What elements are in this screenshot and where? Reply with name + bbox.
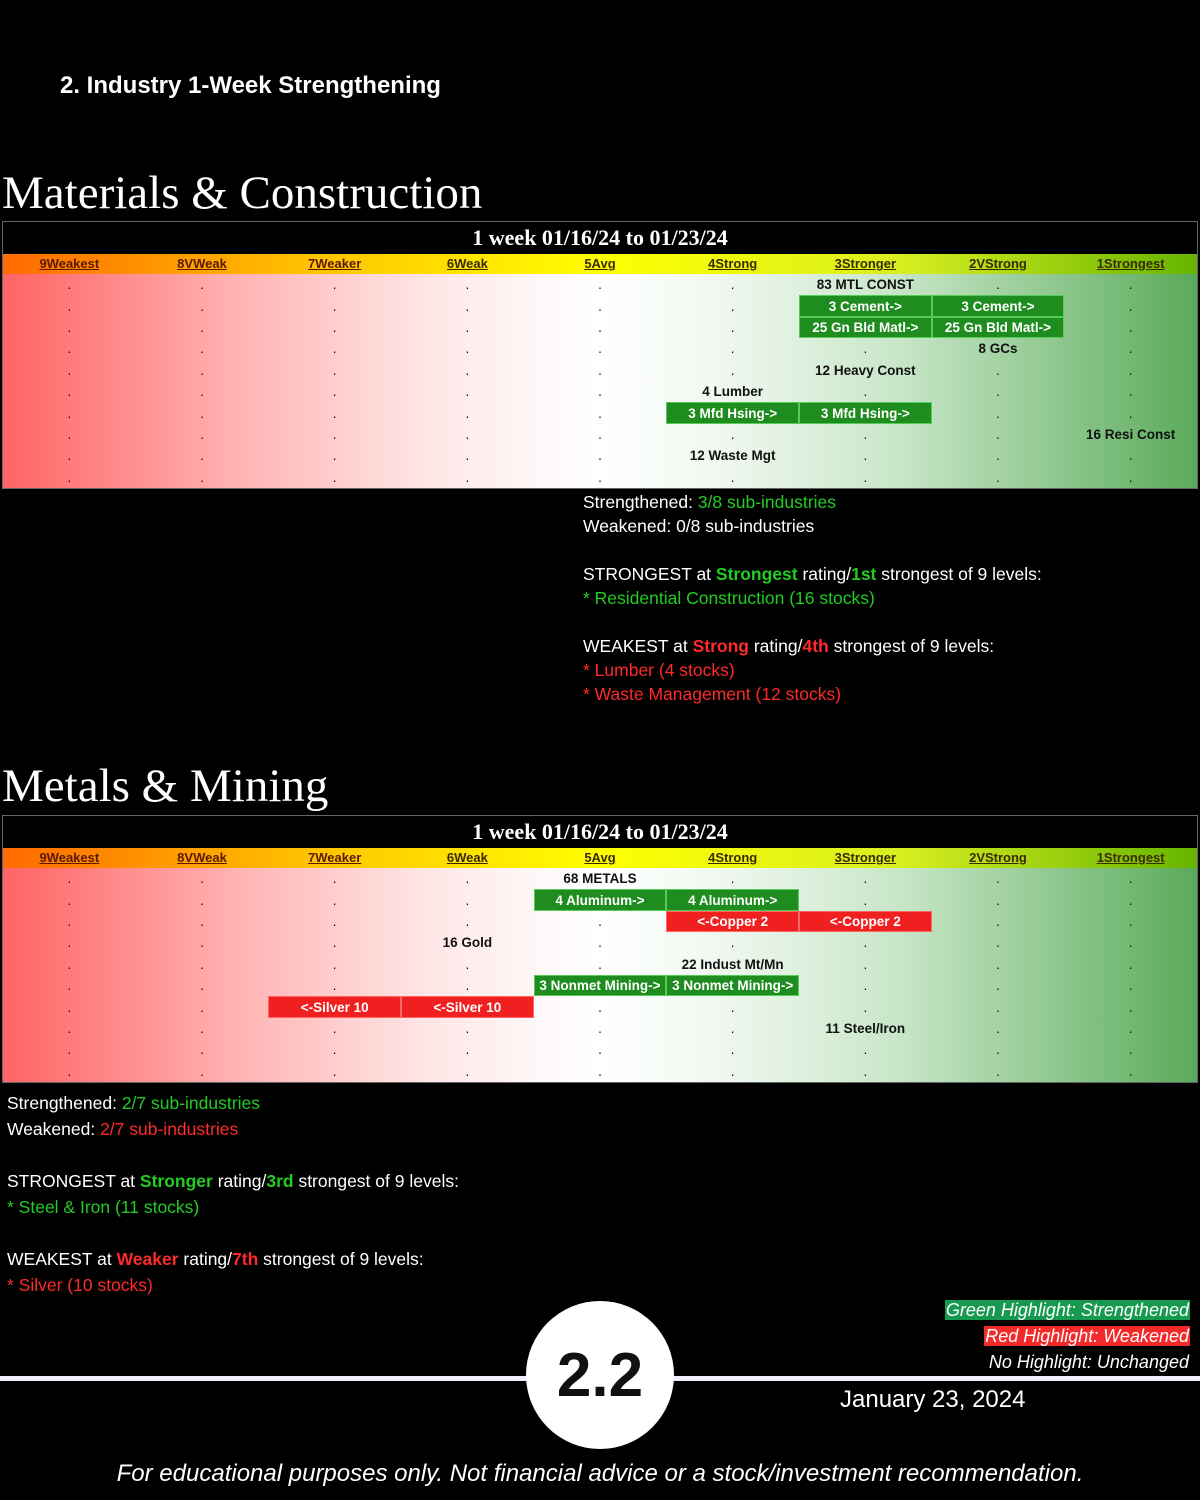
- empty-cell: .: [1128, 1020, 1133, 1036]
- summary-materials: [583, 490, 1042, 706]
- empty-cell: .: [200, 1042, 204, 1058]
- empty-cell: .: [730, 1042, 735, 1058]
- empty-cell: .: [67, 319, 72, 335]
- level-header: 9Weakest: [39, 256, 100, 271]
- level-header: 6Weak: [446, 850, 488, 865]
- weakened-label: Weakened:: [7, 1119, 101, 1139]
- empty-cell: .: [332, 469, 337, 485]
- strongest-item: * Residential Construction (16 stocks): [583, 588, 875, 608]
- empty-cell: .: [200, 1063, 204, 1079]
- industry-cell: 83 MTL CONST: [816, 277, 914, 293]
- empty-cell: .: [200, 298, 204, 314]
- empty-cell: .: [332, 935, 337, 951]
- empty-cell: .: [598, 1063, 602, 1079]
- empty-cell: .: [332, 448, 337, 464]
- strongest-rank: 3rd: [266, 1171, 294, 1191]
- strongest-rating: Strongest: [715, 564, 798, 584]
- empty-cell: .: [598, 956, 602, 972]
- empty-cell: .: [67, 999, 72, 1015]
- empty-cell: .: [996, 1020, 1000, 1036]
- empty-cell: .: [332, 1042, 337, 1058]
- empty-cell: .: [67, 978, 72, 994]
- empty-cell: .: [67, 384, 72, 400]
- weakest-mid: rating/: [178, 1249, 233, 1269]
- empty-cell: .: [730, 277, 735, 293]
- highlight-legend: [945, 1297, 1190, 1375]
- weakest-item: * Lumber (4 stocks): [583, 660, 735, 680]
- empty-cell: .: [200, 362, 204, 378]
- weakened-label: Weakened:: [583, 516, 677, 536]
- empty-cell: .: [67, 1020, 72, 1036]
- empty-cell: .: [465, 469, 470, 485]
- industry-cell: 25 Gn Bld Matl->: [799, 317, 932, 338]
- empty-cell: .: [67, 935, 72, 951]
- empty-cell: .: [465, 298, 470, 314]
- empty-cell: .: [1128, 1042, 1133, 1058]
- empty-cell: .: [730, 298, 735, 314]
- empty-cell: .: [730, 319, 735, 335]
- level-header: 1Strongest: [1096, 256, 1165, 271]
- strengthened-value: 3/8 sub-industries: [697, 492, 836, 512]
- empty-cell: .: [332, 405, 337, 421]
- level-header: 4Strong: [708, 256, 758, 271]
- empty-cell: .: [465, 448, 470, 464]
- empty-cell: .: [465, 978, 470, 994]
- empty-cell: .: [730, 341, 735, 357]
- empty-cell: .: [67, 362, 72, 378]
- empty-cell: .: [863, 1042, 868, 1058]
- empty-cell: .: [67, 426, 72, 442]
- empty-cell: .: [465, 319, 470, 335]
- empty-cell: .: [730, 999, 735, 1015]
- empty-cell: .: [332, 362, 337, 378]
- empty-cell: .: [67, 405, 72, 421]
- industry-cell: 3 Nonmet Mining->: [534, 975, 667, 996]
- empty-cell: .: [863, 448, 868, 464]
- empty-cell: .: [200, 448, 204, 464]
- strongest-rating: Stronger: [139, 1171, 213, 1191]
- industry-cell: 4 Aluminum->: [666, 889, 799, 910]
- empty-cell: .: [200, 469, 204, 485]
- empty-cell: .: [1128, 277, 1133, 293]
- empty-cell: .: [1128, 319, 1133, 335]
- empty-cell: .: [200, 1020, 204, 1036]
- empty-cell: .: [465, 426, 470, 442]
- empty-cell: .: [200, 999, 204, 1015]
- industry-cell: 11 Steel/Iron: [825, 1020, 906, 1036]
- empty-cell: .: [996, 1063, 1000, 1079]
- empty-cell: .: [1128, 405, 1133, 421]
- empty-cell: .: [1128, 469, 1133, 485]
- disclaimer: For educational purposes only. Not financial advice or a stock/investment recommendation.: [116, 1460, 1084, 1487]
- empty-cell: .: [67, 1063, 72, 1079]
- page-title: 2. Industry 1-Week Strengthening: [60, 72, 441, 99]
- table-title: 1 week 01/16/24 to 01/23/24: [472, 225, 728, 250]
- level-header: 1Strongest: [1096, 850, 1165, 865]
- empty-cell: .: [996, 362, 1000, 378]
- empty-cell: .: [598, 426, 602, 442]
- legend-green: Green Highlight: Strengthened: [945, 1300, 1189, 1320]
- empty-cell: .: [996, 913, 1000, 929]
- empty-cell: .: [598, 298, 602, 314]
- empty-cell: .: [863, 426, 868, 442]
- weakest-suffix: strongest of 9 levels:: [828, 636, 995, 656]
- empty-cell: .: [67, 1042, 72, 1058]
- level-header: 7Weaker: [308, 256, 362, 271]
- empty-cell: .: [332, 1063, 337, 1079]
- weakest-mid: rating/: [748, 636, 803, 656]
- empty-cell: .: [465, 871, 470, 887]
- level-header: 4Strong: [708, 850, 758, 865]
- empty-cell: .: [200, 405, 204, 421]
- level-header: 3Stronger: [834, 850, 897, 865]
- empty-cell: .: [730, 362, 735, 378]
- level-header: 3Stronger: [834, 256, 897, 271]
- empty-cell: .: [332, 319, 337, 335]
- empty-cell: .: [598, 913, 602, 929]
- weakest-item: * Silver (10 stocks): [7, 1275, 153, 1295]
- empty-cell: .: [332, 277, 337, 293]
- empty-cell: .: [200, 978, 204, 994]
- rating-table-materials: [2, 221, 1198, 489]
- legend-none: No Highlight: Unchanged: [988, 1352, 1189, 1372]
- industry-cell: 25 Gn Bld Matl->: [932, 317, 1065, 338]
- empty-cell: .: [598, 1042, 602, 1058]
- empty-cell: .: [863, 935, 868, 951]
- empty-cell: .: [332, 298, 337, 314]
- empty-cell: .: [863, 341, 868, 357]
- empty-cell: .: [67, 448, 72, 464]
- empty-cell: .: [332, 1020, 337, 1036]
- empty-cell: .: [996, 956, 1000, 972]
- empty-cell: .: [730, 871, 735, 887]
- empty-cell: .: [67, 277, 72, 293]
- level-header: 8VWeak: [177, 256, 227, 271]
- industry-cell: 3 Cement->: [932, 295, 1065, 316]
- empty-cell: .: [200, 871, 204, 887]
- empty-cell: .: [996, 892, 1000, 908]
- level-header: 9Weakest: [39, 850, 100, 865]
- empty-cell: .: [465, 341, 470, 357]
- empty-cell: .: [996, 978, 1000, 994]
- industry-cell: 4 Aluminum->: [534, 889, 667, 910]
- empty-cell: .: [863, 871, 868, 887]
- level-header: 8VWeak: [177, 850, 227, 865]
- empty-cell: .: [67, 298, 72, 314]
- strengthened-label: Strengthened:: [583, 492, 698, 512]
- empty-cell: .: [465, 277, 470, 293]
- weakest-item: * Waste Management (12 stocks): [583, 684, 842, 704]
- empty-cell: .: [598, 469, 602, 485]
- table-body: [3, 868, 1197, 1082]
- empty-cell: .: [332, 384, 337, 400]
- empty-cell: .: [465, 956, 470, 972]
- empty-cell: .: [996, 405, 1000, 421]
- empty-cell: .: [730, 469, 735, 485]
- strongest-prefix: STRONGEST at: [583, 564, 716, 584]
- empty-cell: .: [332, 978, 337, 994]
- empty-cell: .: [996, 871, 1000, 887]
- weakest-prefix: WEAKEST at: [583, 636, 693, 656]
- empty-cell: .: [996, 384, 1000, 400]
- empty-cell: .: [465, 405, 470, 421]
- level-header: 7Weaker: [308, 850, 362, 865]
- empty-cell: .: [1128, 362, 1133, 378]
- strongest-prefix: STRONGEST at: [7, 1171, 140, 1191]
- industry-cell: 3 Mfd Hsing->: [799, 402, 932, 423]
- empty-cell: .: [1128, 448, 1133, 464]
- level-header: 2VStrong: [969, 850, 1027, 865]
- empty-cell: .: [863, 999, 868, 1015]
- empty-cell: .: [332, 956, 337, 972]
- empty-cell: .: [200, 319, 204, 335]
- industry-cell: <-Silver 10: [268, 996, 401, 1017]
- empty-cell: .: [332, 871, 337, 887]
- empty-cell: .: [598, 341, 602, 357]
- empty-cell: .: [598, 405, 602, 421]
- industry-cell: <-Copper 2: [799, 911, 932, 932]
- industry-cell: 8 GCs: [978, 341, 1018, 357]
- empty-cell: .: [863, 956, 868, 972]
- empty-cell: .: [465, 384, 470, 400]
- level-header: 2VStrong: [969, 256, 1027, 271]
- empty-cell: .: [465, 892, 470, 908]
- empty-cell: .: [996, 448, 1000, 464]
- empty-cell: .: [598, 1020, 602, 1036]
- weakest-suffix: strongest of 9 levels:: [258, 1249, 424, 1269]
- rating-table-metals: [2, 815, 1198, 1083]
- empty-cell: .: [996, 999, 1000, 1015]
- strongest-item: * Steel & Iron (11 stocks): [7, 1197, 200, 1217]
- empty-cell: .: [598, 319, 602, 335]
- strengthened-value: 2/7 sub-industries: [121, 1093, 260, 1113]
- empty-cell: .: [200, 384, 204, 400]
- weakened-value: 2/7 sub-industries: [100, 1119, 239, 1139]
- table-title: 1 week 01/16/24 to 01/23/24: [472, 819, 728, 844]
- empty-cell: .: [200, 277, 204, 293]
- empty-cell: .: [1128, 956, 1133, 972]
- empty-cell: .: [863, 469, 868, 485]
- empty-cell: .: [1128, 978, 1133, 994]
- empty-cell: .: [465, 1063, 470, 1079]
- empty-cell: .: [1128, 384, 1133, 400]
- industry-cell: 3 Cement->: [799, 295, 932, 316]
- empty-cell: .: [863, 1063, 868, 1079]
- empty-cell: .: [1128, 892, 1133, 908]
- empty-cell: .: [332, 426, 337, 442]
- empty-cell: .: [67, 956, 72, 972]
- industry-cell: 16 Gold: [442, 935, 493, 951]
- weakest-prefix: WEAKEST at: [7, 1249, 117, 1269]
- empty-cell: .: [996, 277, 1000, 293]
- empty-cell: .: [598, 384, 602, 400]
- industry-cell: 3 Nonmet Mining->: [666, 975, 799, 996]
- empty-cell: .: [1128, 935, 1133, 951]
- level-header: 5Avg: [584, 850, 616, 865]
- empty-cell: .: [465, 1020, 470, 1036]
- section-title-metals: Metals & Mining: [2, 760, 329, 812]
- summary-metals: [7, 1090, 459, 1298]
- weakest-rating: Strong: [692, 636, 749, 656]
- empty-cell: .: [1128, 341, 1133, 357]
- empty-cell: .: [1128, 1063, 1133, 1079]
- empty-cell: .: [200, 341, 204, 357]
- weakest-rating: Weaker: [116, 1249, 179, 1269]
- strongest-mid: rating/: [212, 1171, 267, 1191]
- empty-cell: .: [598, 277, 602, 293]
- empty-cell: .: [1128, 999, 1133, 1015]
- industry-cell: <-Silver 10: [401, 996, 534, 1017]
- empty-cell: .: [67, 469, 72, 485]
- industry-cell: <-Copper 2: [666, 911, 799, 932]
- industry-cell: 16 Resi Const: [1086, 426, 1176, 442]
- empty-cell: .: [332, 913, 337, 929]
- weakest-rank: 7th: [232, 1249, 259, 1269]
- empty-cell: .: [67, 892, 72, 908]
- empty-cell: .: [67, 871, 72, 887]
- empty-cell: .: [730, 935, 735, 951]
- empty-cell: .: [996, 935, 1000, 951]
- empty-cell: .: [332, 892, 337, 908]
- page-number-badge: 2.2: [526, 1301, 674, 1449]
- strengthened-label: Strengthened:: [7, 1093, 122, 1113]
- legend-red: Red Highlight: Weakened: [985, 1326, 1189, 1346]
- level-header: 5Avg: [584, 256, 616, 271]
- empty-cell: .: [1128, 913, 1133, 929]
- strongest-rank: 1st: [851, 564, 877, 584]
- weakest-rank: 4th: [802, 636, 829, 656]
- industry-cell: 12 Heavy Const: [815, 362, 916, 378]
- empty-cell: .: [598, 362, 602, 378]
- empty-cell: .: [1128, 298, 1133, 314]
- empty-cell: .: [730, 1063, 735, 1079]
- empty-cell: .: [1128, 871, 1133, 887]
- table-header: [3, 254, 1197, 274]
- empty-cell: .: [200, 956, 204, 972]
- empty-cell: .: [863, 384, 868, 400]
- industry-cell: 3 Mfd Hsing->: [666, 402, 799, 423]
- table-body: [3, 274, 1197, 488]
- empty-cell: .: [996, 469, 1000, 485]
- empty-cell: .: [67, 913, 72, 929]
- industry-cell: 12 Waste Mgt: [689, 448, 776, 464]
- empty-cell: .: [200, 913, 204, 929]
- empty-cell: .: [465, 1042, 470, 1058]
- strongest-suffix: strongest of 9 levels:: [876, 564, 1042, 584]
- empty-cell: .: [67, 341, 72, 357]
- empty-cell: .: [200, 892, 204, 908]
- section-title-materials: Materials & Construction: [2, 167, 483, 219]
- report-date: January 23, 2024: [840, 1386, 1026, 1413]
- empty-cell: .: [465, 362, 470, 378]
- empty-cell: .: [598, 999, 602, 1015]
- empty-cell: .: [730, 426, 735, 442]
- strongest-mid: rating/: [797, 564, 852, 584]
- empty-cell: .: [730, 1020, 735, 1036]
- empty-cell: .: [465, 913, 470, 929]
- empty-cell: .: [598, 448, 602, 464]
- strongest-suffix: strongest of 9 levels:: [293, 1171, 459, 1191]
- empty-cell: .: [200, 426, 204, 442]
- weakened-value: 0/8 sub-industries: [676, 516, 815, 536]
- empty-cell: .: [996, 426, 1000, 442]
- empty-cell: .: [598, 935, 602, 951]
- empty-cell: .: [332, 341, 337, 357]
- table-header: [3, 848, 1197, 868]
- empty-cell: .: [996, 1042, 1000, 1058]
- empty-cell: .: [863, 978, 868, 994]
- industry-cell: 68 METALS: [563, 871, 637, 887]
- level-header: 6Weak: [446, 256, 488, 271]
- empty-cell: .: [863, 892, 868, 908]
- empty-cell: .: [200, 935, 204, 951]
- industry-cell: 22 Indust Mt/Mn: [681, 956, 784, 972]
- industry-cell: 4 Lumber: [702, 384, 764, 400]
